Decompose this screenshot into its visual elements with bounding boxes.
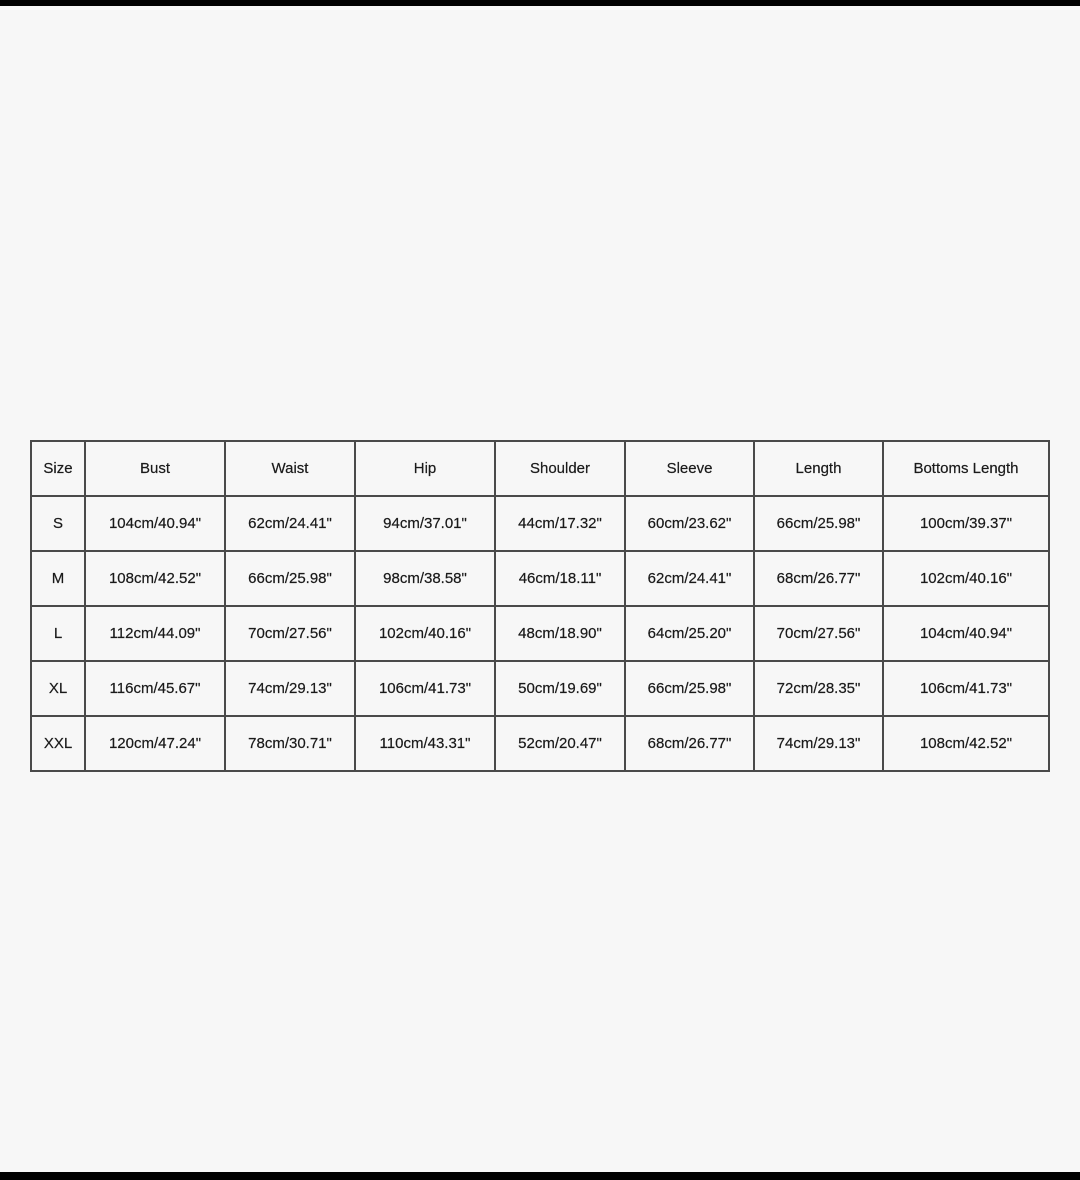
cell-bust: 112cm/44.09" [85, 606, 225, 661]
cell-size: XL [31, 661, 85, 716]
table-row [31, 661, 1049, 716]
cell-hip: 110cm/43.31" [355, 716, 495, 771]
header-hip: Hip [355, 441, 495, 496]
header-length: Length [754, 441, 883, 496]
cell-hip: 102cm/40.16" [355, 606, 495, 661]
header-shoulder: Shoulder [495, 441, 625, 496]
table-header-row [31, 441, 1049, 496]
cell-bottoms-length: 102cm/40.16" [883, 551, 1049, 606]
header-bust: Bust [85, 441, 225, 496]
cell-sleeve: 64cm/25.20" [625, 606, 754, 661]
cell-shoulder: 46cm/18.11" [495, 551, 625, 606]
cell-bottoms-length: 108cm/42.52" [883, 716, 1049, 771]
table-row [31, 551, 1049, 606]
cell-shoulder: 52cm/20.47" [495, 716, 625, 771]
cell-hip: 106cm/41.73" [355, 661, 495, 716]
cell-sleeve: 60cm/23.62" [625, 496, 754, 551]
header-bottoms-length: Bottoms Length [883, 441, 1049, 496]
cell-shoulder: 44cm/17.32" [495, 496, 625, 551]
cell-hip: 94cm/37.01" [355, 496, 495, 551]
cell-bust: 104cm/40.94" [85, 496, 225, 551]
size-chart-table [30, 440, 1050, 772]
cell-size: S [31, 496, 85, 551]
cell-bust: 120cm/47.24" [85, 716, 225, 771]
cell-sleeve: 68cm/26.77" [625, 716, 754, 771]
cell-size: XXL [31, 716, 85, 771]
cell-bottoms-length: 106cm/41.73" [883, 661, 1049, 716]
cell-size: L [31, 606, 85, 661]
table-row [31, 606, 1049, 661]
cell-bust: 116cm/45.67" [85, 661, 225, 716]
header-waist: Waist [225, 441, 355, 496]
bottom-bar [0, 1172, 1080, 1180]
cell-hip: 98cm/38.58" [355, 551, 495, 606]
top-bar [0, 0, 1080, 6]
cell-sleeve: 62cm/24.41" [625, 551, 754, 606]
cell-length: 68cm/26.77" [754, 551, 883, 606]
cell-bottoms-length: 100cm/39.37" [883, 496, 1049, 551]
cell-length: 72cm/28.35" [754, 661, 883, 716]
cell-sleeve: 66cm/25.98" [625, 661, 754, 716]
header-sleeve: Sleeve [625, 441, 754, 496]
cell-waist: 70cm/27.56" [225, 606, 355, 661]
cell-waist: 62cm/24.41" [225, 496, 355, 551]
cell-size: M [31, 551, 85, 606]
cell-bottoms-length: 104cm/40.94" [883, 606, 1049, 661]
cell-shoulder: 50cm/19.69" [495, 661, 625, 716]
header-size: Size [31, 441, 85, 496]
cell-waist: 74cm/29.13" [225, 661, 355, 716]
table-row [31, 716, 1049, 771]
cell-length: 70cm/27.56" [754, 606, 883, 661]
table-row [31, 496, 1049, 551]
cell-shoulder: 48cm/18.90" [495, 606, 625, 661]
cell-bust: 108cm/42.52" [85, 551, 225, 606]
cell-waist: 78cm/30.71" [225, 716, 355, 771]
cell-waist: 66cm/25.98" [225, 551, 355, 606]
cell-length: 66cm/25.98" [754, 496, 883, 551]
cell-length: 74cm/29.13" [754, 716, 883, 771]
